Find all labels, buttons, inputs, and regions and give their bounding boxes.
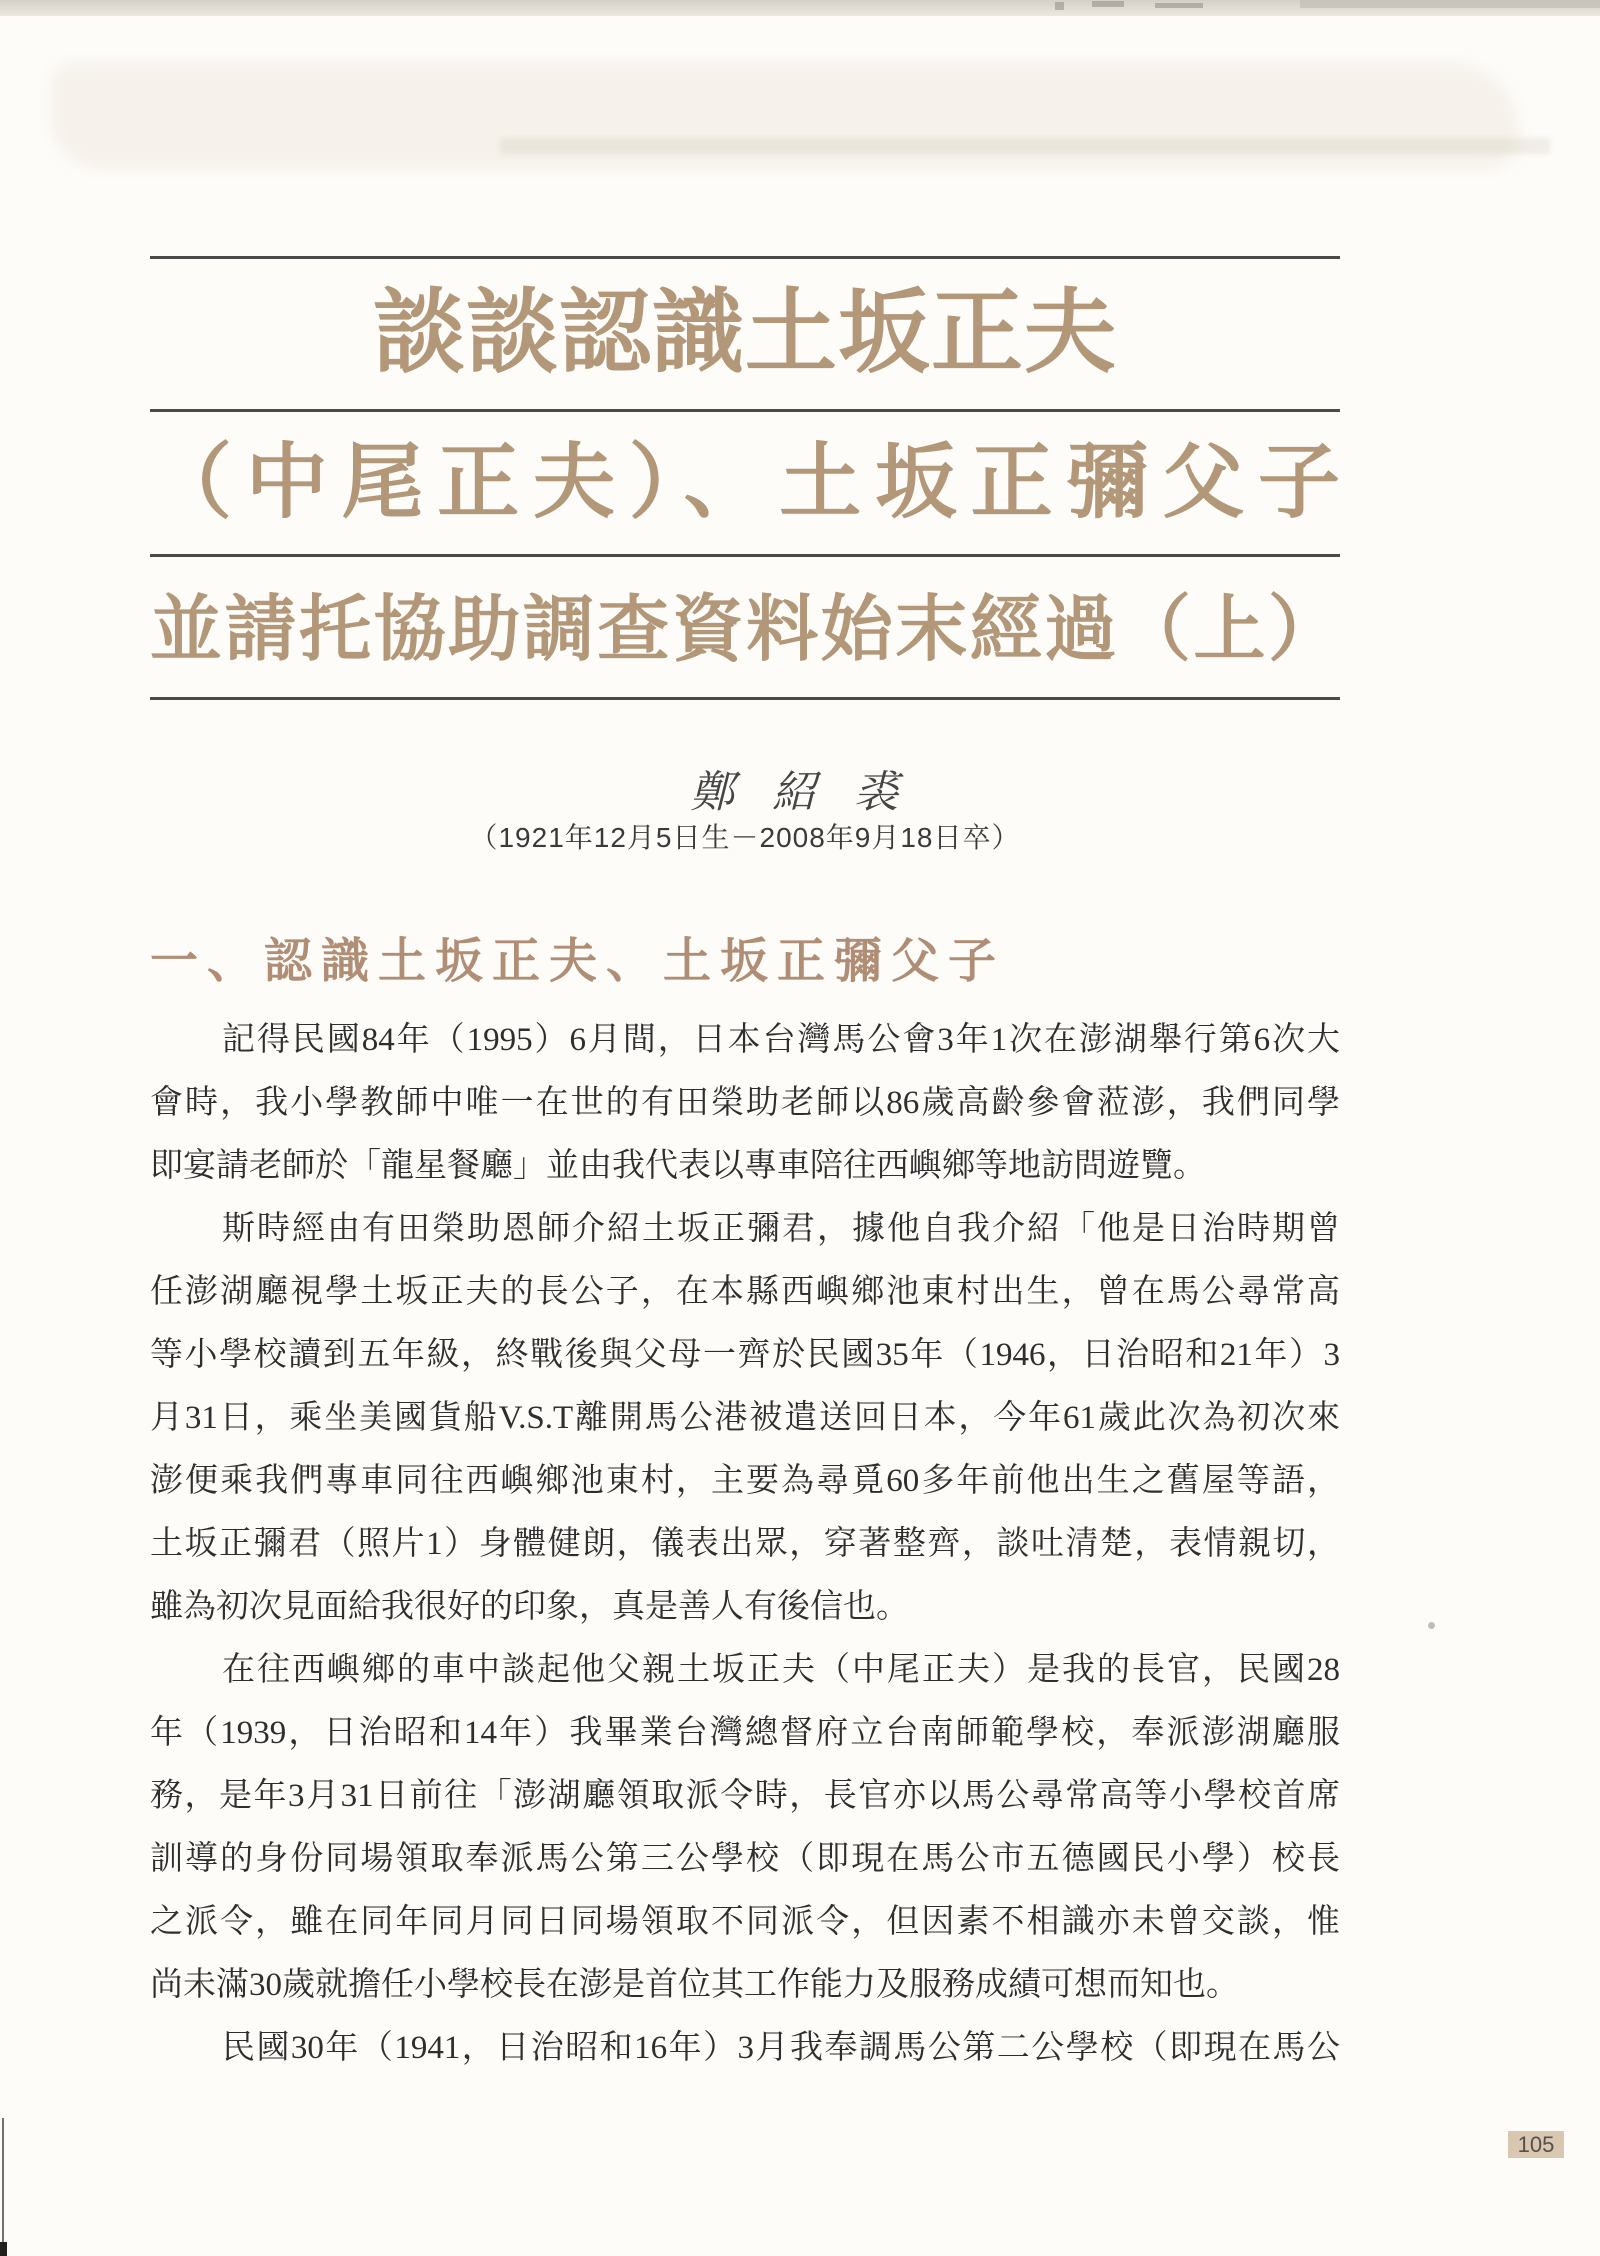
body-line: 等小學校讀到五年級，終戰後與父母一齊於民國35年（1946，日治昭和21年）3 — [150, 1337, 1340, 1373]
body-line: 澎便乘我們專車同往西嶼鄉池東村，主要為尋覓60多年前他出生之舊屋等語， — [150, 1463, 1340, 1499]
body-line: 尚未滿30歲就擔任小學校長在澎是首位其工作能力及服務成績可想而知也。 — [150, 1967, 1239, 2003]
body-line: 任澎湖廳視學土坂正夫的長公子，在本縣西嶼鄉池東村出生，曾在馬公尋常高 — [150, 1274, 1340, 1310]
title-divider-1 — [150, 256, 1340, 259]
scan-bleedthrough-streak — [500, 138, 1550, 154]
body-text — [150, 1009, 1340, 2080]
title-divider-2 — [150, 409, 1340, 412]
title-divider-4 — [150, 697, 1340, 700]
scan-stray-dot — [1428, 1622, 1435, 1629]
body-line: 雖為初次見面給我很好的印象，真是善人有後信也。 — [150, 1589, 909, 1625]
body-line: 務，是年3月31日前往「澎湖廳領取派令時，長官亦以馬公尋常高等小學校首席 — [150, 1778, 1340, 1814]
body-line: 土坂正彌君（照片1）身體健朗，儀表出眾，穿著整齊，談吐清楚，表情親切， — [150, 1526, 1340, 1562]
scan-artifact-top-right-band — [1300, 0, 1600, 8]
scan-speck — [1055, 2, 1064, 10]
scan-speck — [1092, 1, 1124, 7]
body-line: 訓導的身份同場領取奉派馬公第三公學校（即現在馬公市五德國民小學）校長 — [150, 1841, 1340, 1877]
article-title-line-3: 並請托協助調查資料始末經過（上） — [150, 590, 1340, 670]
body-line: 斯時經由有田榮助恩師介紹土坂正彌君，據他自我介紹「他是日治時期曾 — [222, 1211, 1340, 1247]
title-divider-3 — [150, 554, 1340, 557]
body-line: 記得民國84年（1995）6月間，日本台灣馬公會3年1次在澎湖舉行第6次大 — [222, 1022, 1340, 1058]
body-line: 之派令，雖在同年同月同日同場領取不同派令，但因素不相識亦未曾交談，惟 — [150, 1904, 1340, 1940]
body-line: 在往西嶼鄉的車中談起他父親土坂正夫（中尾正夫）是我的長官，民國28 — [222, 1652, 1340, 1688]
body-line: 年（1939，日治昭和14年）我畢業台灣總督府立台南師範學校，奉派澎湖廳服 — [150, 1715, 1340, 1751]
body-line: 民國30年（1941，日治昭和16年）3月我奉調馬公第二公學校（即現在馬公 — [222, 2030, 1340, 2066]
article-title-line-2: （中尾正夫）、土坂正彌父子 — [150, 437, 1340, 528]
author-life-dates: （1921年12月5日生－2008年9月18日卒） — [469, 822, 1021, 853]
scan-edge-corner-mark — [0, 2242, 7, 2256]
scan-edge-line — [2, 2118, 4, 2256]
body-line: 月31日，乘坐美國貨船V.S.T離開馬公港被遣送回日本，今年61歲此次為初次來 — [150, 1400, 1340, 1436]
article-title-line-1: 談談認識土坂正夫 — [372, 282, 1117, 384]
scan-speck — [1155, 3, 1203, 8]
body-line: 會時，我小學教師中唯一在世的有田榮助老師以86歲高齡參會蒞澎，我們同學 — [150, 1085, 1340, 1121]
author-name: 鄭紹裘 — [690, 768, 936, 817]
page-number-badge: 105 — [1508, 2131, 1564, 2158]
section-heading: 一、認識土坂正夫、土坂正彌父子 — [150, 935, 1006, 988]
body-line: 即宴請老師於「龍星餐廳」並由我代表以專車陪往西嶼鄉等地訪問遊覽。 — [150, 1148, 1206, 1184]
